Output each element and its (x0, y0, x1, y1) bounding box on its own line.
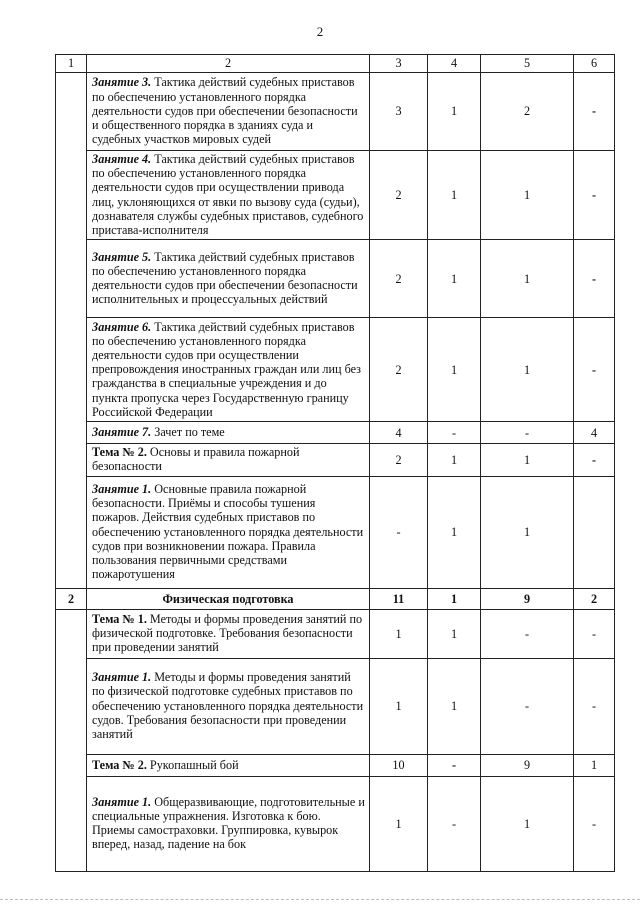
hours-control-cell: - (574, 444, 615, 476)
hours-total-cell: 2 (370, 240, 428, 318)
hours-theory-cell: - (428, 422, 481, 444)
topic-cell (87, 476, 370, 588)
hours-practice-cell: 2 (481, 73, 574, 151)
hours-total-cell: 3 (370, 73, 428, 151)
hours-practice-cell: 1 (481, 444, 574, 476)
hours-theory-cell: 1 (428, 609, 481, 658)
row-number-cell (56, 73, 87, 589)
hours-control-cell: - (574, 73, 615, 151)
header-cell: 3 (370, 55, 428, 73)
hours-total-cell: 11 (370, 588, 428, 609)
topic-cell (87, 422, 370, 444)
hours-practice-cell: - (481, 422, 574, 444)
hours-total-cell: - (370, 476, 428, 588)
lesson-label: Занятие 1. (92, 794, 152, 809)
lesson-label: Занятие 5. (92, 249, 152, 264)
table-row (56, 422, 615, 444)
hours-theory-cell: 1 (428, 658, 481, 754)
header-cell: 2 (87, 55, 370, 73)
table-header-row (56, 55, 615, 73)
hours-total-cell: 10 (370, 754, 428, 776)
lesson-text: Тактика действий судебных приставов по обеспечению установленного порядка деятельности судов при обеспечении безопасности и общественного порядка в зданиях суда и судебных участков мировых судей (92, 75, 358, 147)
hours-total-cell: 1 (370, 658, 428, 754)
curriculum-table (55, 54, 615, 872)
hours-theory-cell: 1 (428, 240, 481, 318)
table-row (56, 240, 615, 318)
section-title-cell: Физическая подготовка (87, 588, 370, 609)
lesson-text: Методы и формы проведения занятий по физической подготовке судебных приставов по обеспечению установленного порядка деятельности судов. Требования безопасности при проведении занятий (92, 670, 364, 741)
hours-practice-cell: 9 (481, 754, 574, 776)
table-row (56, 776, 615, 871)
topic-cell (87, 658, 370, 754)
table-row (56, 318, 615, 422)
hours-practice-cell: 1 (481, 318, 574, 422)
lesson-label: Занятие 1. (92, 481, 152, 496)
lesson-text: Тактика действий судебных приставов по обеспечению установленного порядка деятельности судов при осуществлении привода лиц, уклоняющихся от явки по вызову суда (судьи), дознавателя службы судебных приставов, судебного пристава-исполнителя (92, 152, 364, 238)
hours-control-cell: - (574, 658, 615, 754)
lesson-text: Общеразвивающие, подготовительные и специальные упражнения. Изготовка к бою. Приемы самостраховки. Группировка, кувырок вперед, назад, падение на бок (92, 794, 365, 852)
topic-text: Рукопашный бой (146, 757, 239, 772)
hours-practice-cell: 1 (481, 240, 574, 318)
hours-theory-cell: 1 (428, 318, 481, 422)
hours-total-cell: 2 (370, 444, 428, 476)
lesson-label: Занятие 7. (92, 425, 152, 440)
hours-control-cell: - (574, 151, 615, 240)
topic-cell (87, 151, 370, 240)
hours-theory-cell: - (428, 776, 481, 871)
section-row (56, 588, 615, 609)
hours-control-cell: 4 (574, 422, 615, 444)
topic-cell (87, 444, 370, 476)
topic-label: Тема № 2. (92, 757, 147, 772)
page-number: 2 (316, 24, 324, 39)
table-row (56, 609, 615, 658)
hours-theory-cell: 1 (428, 73, 481, 151)
hours-control-cell (574, 476, 615, 588)
lesson-text: Тактика действий судебных приставов по обеспечению установленного порядка деятельности судов при осуществлении препровождения иностранных граждан или лиц без гражданства в специальные учреждения и до пункта пропуска через Государственную границу Российской Федерации (92, 319, 361, 419)
table-row (56, 658, 615, 754)
hours-control-cell: 1 (574, 754, 615, 776)
row-number-cell (56, 609, 87, 871)
lesson-text: Зачет по теме (151, 425, 225, 440)
table-row (56, 73, 615, 151)
table-row (56, 151, 615, 240)
topic-label: Тема № 1. (92, 611, 147, 626)
topic-cell (87, 240, 370, 318)
topic-cell (87, 609, 370, 658)
topic-cell (87, 318, 370, 422)
table-row (56, 754, 615, 776)
lesson-text: Основные правила пожарной безопасности. Приёмы и способы тушения пожаров. Действия судебных приставов по обеспечению установленного порядка деятельности судов при возникновении пожара. Правила пользования первичными средствами пожаротушения (92, 481, 364, 582)
hours-practice-cell: - (481, 658, 574, 754)
hours-total-cell: 1 (370, 609, 428, 658)
section-number-cell: 2 (56, 588, 87, 609)
hours-control-cell: - (574, 240, 615, 318)
header-cell: 6 (574, 55, 615, 73)
hours-theory-cell: 1 (428, 151, 481, 240)
lesson-label: Занятие 6. (92, 319, 152, 334)
hours-control-cell: 2 (574, 588, 615, 609)
lesson-label: Занятие 1. (92, 670, 152, 685)
lesson-label: Занятие 4. (92, 152, 152, 166)
hours-total-cell: 2 (370, 151, 428, 240)
header-cell: 4 (428, 55, 481, 73)
hours-practice-cell: - (481, 609, 574, 658)
hours-practice-cell: 1 (481, 776, 574, 871)
hours-control-cell: - (574, 776, 615, 871)
hours-theory-cell: 1 (428, 588, 481, 609)
hours-total-cell: 1 (370, 776, 428, 871)
lesson-text: Тактика действий судебных приставов по обеспечению установленного порядка деятельности судов при обеспечении безопасности исполнительных и процессуальных действий (92, 249, 358, 307)
topic-label: Тема № 2. (92, 445, 147, 460)
table-row (56, 476, 615, 588)
hours-control-cell: - (574, 318, 615, 422)
topic-text: Основы и правила пожарной безопасности (92, 445, 300, 474)
hours-theory-cell: - (428, 754, 481, 776)
hours-total-cell: 4 (370, 422, 428, 444)
hours-theory-cell: 1 (428, 476, 481, 588)
topic-cell (87, 754, 370, 776)
scan-edge-divider (0, 899, 640, 901)
table-row (56, 444, 615, 476)
topic-text: Методы и формы проведения занятий по физической подготовке. Требования безопасности при проведении занятий (92, 611, 363, 655)
hours-theory-cell: 1 (428, 444, 481, 476)
topic-cell (87, 73, 370, 151)
header-cell: 5 (481, 55, 574, 73)
hours-control-cell: - (574, 609, 615, 658)
hours-practice-cell: 9 (481, 588, 574, 609)
lesson-label: Занятие 3. (92, 75, 152, 90)
topic-cell (87, 776, 370, 871)
hours-practice-cell: 1 (481, 151, 574, 240)
hours-total-cell: 2 (370, 318, 428, 422)
hours-practice-cell: 1 (481, 476, 574, 588)
header-cell: 1 (56, 55, 87, 73)
